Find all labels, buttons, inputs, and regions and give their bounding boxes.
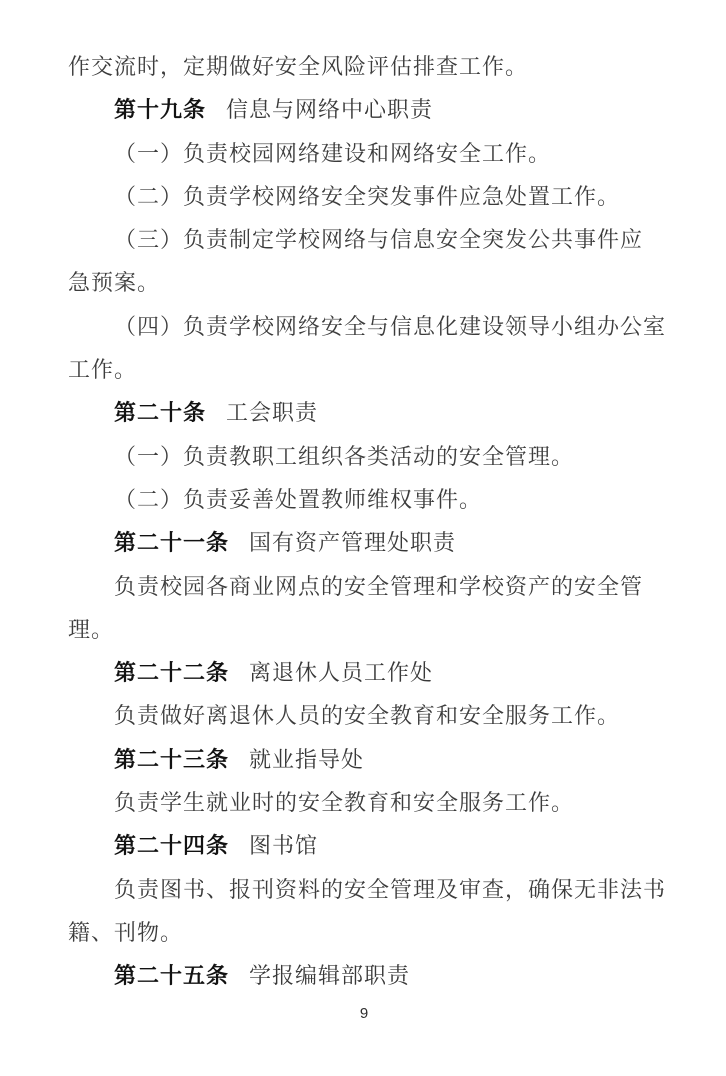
article-number: 第十九条	[114, 97, 207, 123]
list-item-line: （二）负责学校网络安全突发事件应急处置工作。	[114, 183, 621, 209]
article-title: 就业指导处	[249, 746, 365, 772]
article-number: 第二十四条	[114, 833, 230, 859]
article-number: 第二十三条	[114, 746, 230, 772]
article-title: 工会职责	[226, 400, 319, 426]
paragraph-line: 理。	[68, 616, 115, 642]
article-title: 信息与网络中心职责	[226, 97, 434, 123]
article-number: 第二十条	[114, 400, 207, 426]
list-item-line: （三）负责制定学校网络与信息安全突发公共事件应	[114, 227, 644, 253]
paragraph-line: 负责图书、报刊资料的安全管理及审查，确保无非法书	[114, 876, 667, 902]
list-item-line: （二）负责妥善处置教师维权事件。	[114, 486, 483, 512]
article-heading	[68, 651, 676, 694]
article-title: 国有资产管理处职责	[249, 530, 457, 556]
list-item-line: （一）负责教职工组织各类活动的安全管理。	[114, 443, 575, 469]
article-title: 图书馆	[249, 833, 319, 859]
page-number: 9	[359, 1004, 369, 1022]
article-number: 第二十二条	[114, 660, 230, 686]
paragraph-line: 籍、刊物。	[68, 919, 184, 945]
paragraph-line: 负责做好离退休人员的安全教育和安全服务工作。	[114, 703, 621, 729]
paragraph-line: 作交流时，定期做好安全风险评估排查工作。	[68, 54, 529, 79]
article-heading	[68, 954, 676, 997]
paragraph-line: 负责校园各商业网点的安全管理和学校资产的安全管	[114, 573, 644, 599]
article-heading	[68, 88, 676, 131]
article-number: 第二十五条	[114, 963, 230, 989]
paragraph-line: 负责学生就业时的安全教育和安全服务工作。	[114, 790, 575, 816]
article-heading	[68, 738, 676, 781]
article-title: 离退休人员工作处	[249, 660, 434, 686]
list-item-line: （四）负责学校网络安全与信息化建设领导小组办公室	[114, 313, 667, 339]
article-heading	[68, 391, 676, 434]
list-item-line: （一）负责校园网络建设和网络安全工作。	[114, 140, 552, 166]
paragraph-line: 急预案。	[68, 270, 161, 296]
article-heading	[68, 824, 676, 867]
article-number: 第二十一条	[114, 530, 230, 556]
article-heading	[68, 521, 676, 564]
paragraph-line: 工作。	[68, 357, 138, 383]
article-title: 学报编辑部职责	[249, 963, 411, 989]
